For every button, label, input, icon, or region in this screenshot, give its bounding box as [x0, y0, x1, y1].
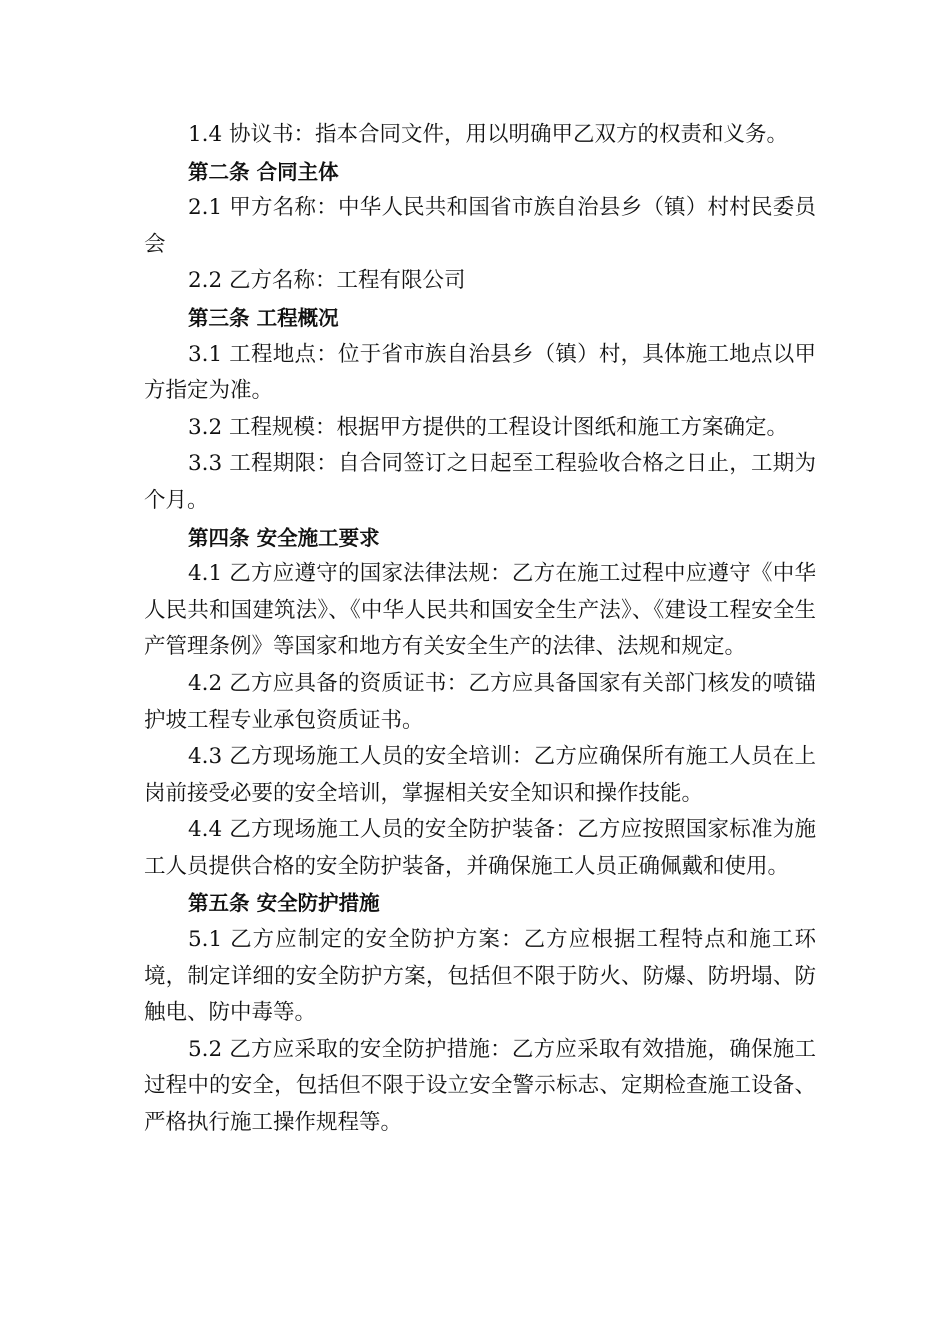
clause-4-3: 4.3 乙方现场施工人员的安全培训：乙方应确保所有施工人员在上岗前接受必要的安全培训，掌握相关安全知识和操作技能。 [144, 744, 816, 806]
clause-4-4: 4.4 乙方现场施工人员的安全防护装备：乙方应按照国家标准为施工人员提供合格的安全防护装备，并确保施工人员正确佩戴和使用。 [144, 817, 816, 879]
clause-4-1: 4.1 乙方应遵守的国家法律法规：乙方在施工过程中应遵守《中华人民共和国建筑法》、《中华人民共和国安全生产法》、《建设工程安全生产管理条例》等国家和地方有关安全生产的法律、法规和规定。 [144, 561, 816, 660]
clause-5-1: 5.1 乙方应制定的安全防护方案：乙方应根据工程特点和施工环境，制定详细的安全防护方案，包括但不限于防火、防爆、防坍塌、防触电、防中毒等。 [144, 927, 816, 1026]
clause-1-4: 1.4 协议书：指本合同文件，用以明确甲乙双方的权责和义务。 [188, 122, 789, 147]
clause-3-3: 3.3 工程期限：自合同签订之日起至工程验收合格之日止，工期为个月。 [144, 451, 816, 513]
article-4-heading: 第四条 安全施工要求 [188, 525, 380, 550]
clause-3-1: 3.1 工程地点：位于省市族自治县乡（镇）村，具体施工地点以甲方指定为准。 [144, 341, 816, 404]
article-5-heading: 第五条 安全防护措施 [188, 891, 380, 916]
article-3-heading: 第三条 工程概况 [188, 305, 339, 330]
document-body [144, 117, 816, 1142]
article-2-heading: 第二条 合同主体 [188, 159, 339, 184]
clause-2-1: 2.1 甲方名称：中华人民共和国省市族自治县乡（镇）村村民委员会 [144, 195, 816, 257]
clause-5-2: 5.2 乙方应采取的安全防护措施：乙方应采取有效措施，确保施工过程中的安全，包括但不限于设立安全警示标志、定期检查施工设备、严格执行施工操作规程等。 [144, 1036, 816, 1136]
clause-2-2: 2.2 乙方名称：工程有限公司 [188, 268, 466, 294]
clause-3-2: 3.2 工程规模：根据甲方提供的工程设计图纸和施工方案确定。 [188, 414, 789, 440]
clause-4-2: 4.2 乙方应具备的资质证书：乙方应具备国家有关部门核发的喷锚护坡工程专业承包资质证书。 [144, 670, 816, 733]
